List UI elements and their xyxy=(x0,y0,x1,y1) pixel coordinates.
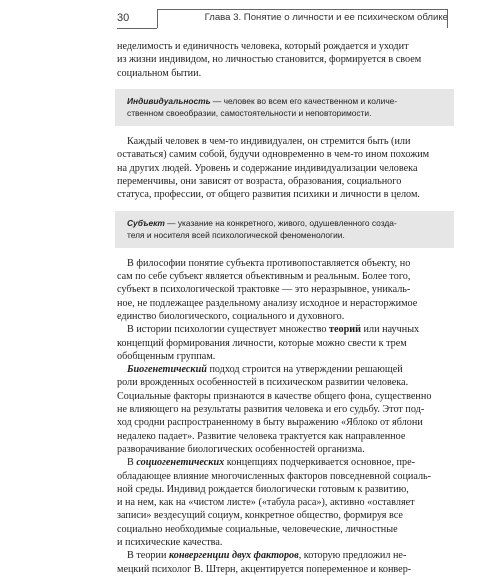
definition-text: теля и носителя всей психологической феноменологии. xyxy=(127,230,345,241)
bold-term: Биогенетический xyxy=(127,364,207,376)
text-line: Социальные факторы признаются в качестве общего фона, существенно xyxy=(117,390,432,402)
bold-term: конвергенции двух факторов xyxy=(168,550,299,562)
running-title: Глава 3. Понятие о личности и ее психическом облике xyxy=(204,12,448,23)
bold-term: теорий xyxy=(328,324,361,336)
text-line: В философии понятие субъекта противопоставляется объекту, но xyxy=(127,257,411,269)
text-line: социально необходимые социальные, человеческие, личностные xyxy=(117,523,398,535)
paragraph-theories: В истории психологии существует множество теорий или научных концепций формирования личности, которые можно свести к трем обобщенным группам. xyxy=(117,323,452,363)
text-line: сам по себе субъект является объективным и реальным. Более того, xyxy=(117,271,411,283)
text-line: обладающее влияние многочисленных факторов повседневной социаль- xyxy=(117,470,432,482)
text-line: статуса, профессии, от общего развития психики и личности в целом. xyxy=(117,189,420,201)
text-line: и на нем, как на «чистом листе» («табула раса»), активно «оставляет xyxy=(117,497,415,509)
text-line: роли врожденных особенностей в психическом развитии человека. xyxy=(117,377,409,389)
page-number: 30 xyxy=(117,12,130,24)
text-line: обобщенным группам. xyxy=(117,350,216,362)
text-line: единство биологического, социального и духовного. xyxy=(117,310,345,322)
text-line: записи» вездесущий социум, конкретное общество, формируя все xyxy=(117,510,403,522)
paragraph-continuation xyxy=(117,40,452,80)
page-body xyxy=(117,40,452,576)
definition-text: — указание на конкретного, живого, одушевленного созда- xyxy=(164,217,397,228)
paragraph-individuality xyxy=(117,135,452,201)
text-line: ной среды. Индивид рождается биологически готовым к развитию, xyxy=(117,483,409,495)
text-line: на других людей. Уровень и содержание индивидуализации человека xyxy=(117,162,418,174)
text-line: мецкий психолог В. Штерн, акцентируется попеременное и конвер- xyxy=(117,563,412,575)
header-rule-left xyxy=(117,28,157,29)
definition-box-subject xyxy=(115,211,454,248)
text-line: из жизни индивидом, но личностью становится, формируется в своем xyxy=(117,54,422,66)
text-line: Каждый человек в чем-то индивидуален, он стремится быть (или xyxy=(127,136,411,148)
text-line: ное, не подлежащее раздельному анализу исходное и нерасторжимое xyxy=(117,297,418,309)
definition-text: — человек во всем его качественном и количе- xyxy=(210,95,398,106)
page-header xyxy=(0,0,500,40)
definition-box-individuality xyxy=(115,89,454,126)
text-line: социальном бытии. xyxy=(117,67,202,79)
text-line: разворачивание биологических особенностей организма. xyxy=(117,443,365,455)
paragraph-subject xyxy=(117,257,452,323)
definition-term: Субъект xyxy=(127,217,165,228)
text-line: оставаться) самим собой, будучи одновременно в чем-то ином похожим xyxy=(117,149,430,161)
paragraph-sociogenetic: В социогенетических концепциях подчеркивается основное, пре- обладающее влияние многочисленных факторов повседневной социаль- ной среды. Индивид рождается биологически готовым к развитию, и на нем, как на «чистом листе» («табула раса»), активно «оставляет записи» вездесущий социум, конкретное общество, формируя все социально необходимые социальные, человеческие, личностные и психические качества. xyxy=(117,456,452,549)
text-line: переменчивы, они зависят от возраста, образования, социального xyxy=(117,175,402,187)
bold-term: социогенетических xyxy=(136,457,225,469)
definition-term: Индивидуальность xyxy=(127,95,211,106)
text-line: не влияющего на результаты развития человека и его судьбу. Этот под- xyxy=(117,404,425,416)
paragraph-convergence: В теории конвергенции двух факторов, которую предложил не- мецкий психолог В. Штерн, акцентируется попеременное и конвер- xyxy=(117,549,452,576)
paragraph-biogenetic: Биогенетический подход строится на утверждении решающей роли врожденных особенностей в психическом развитии человека. Социальные факторы признаются в качестве общего фона, существенно не влияющего на результаты развития человека и его судьбу. Этот под- ход сродни распространенному в быту выражению «Яблоко от яблони недалеко падает». Развитие человека трактуется как направленное разворачивание биологических особенностей организма. xyxy=(117,363,452,456)
text-line: неделимость и единичность человека, который рождается и уходит xyxy=(117,41,409,52)
text-line: недалеко падает». Развитие человека трактуется как направленное xyxy=(117,430,406,442)
text-line: субъект в психологической трактовке — это неразрывное, уникаль- xyxy=(117,284,411,296)
text-line: и психические качества. xyxy=(117,536,223,548)
text-line: концепций формирования личности, которые можно свести к трем xyxy=(117,337,407,349)
definition-text: ственном своеобразии, самостоятельности и неповторимости. xyxy=(127,108,372,119)
text-line: ход сродни распространенному в быту выражению «Яблоко от яблони xyxy=(117,417,423,429)
